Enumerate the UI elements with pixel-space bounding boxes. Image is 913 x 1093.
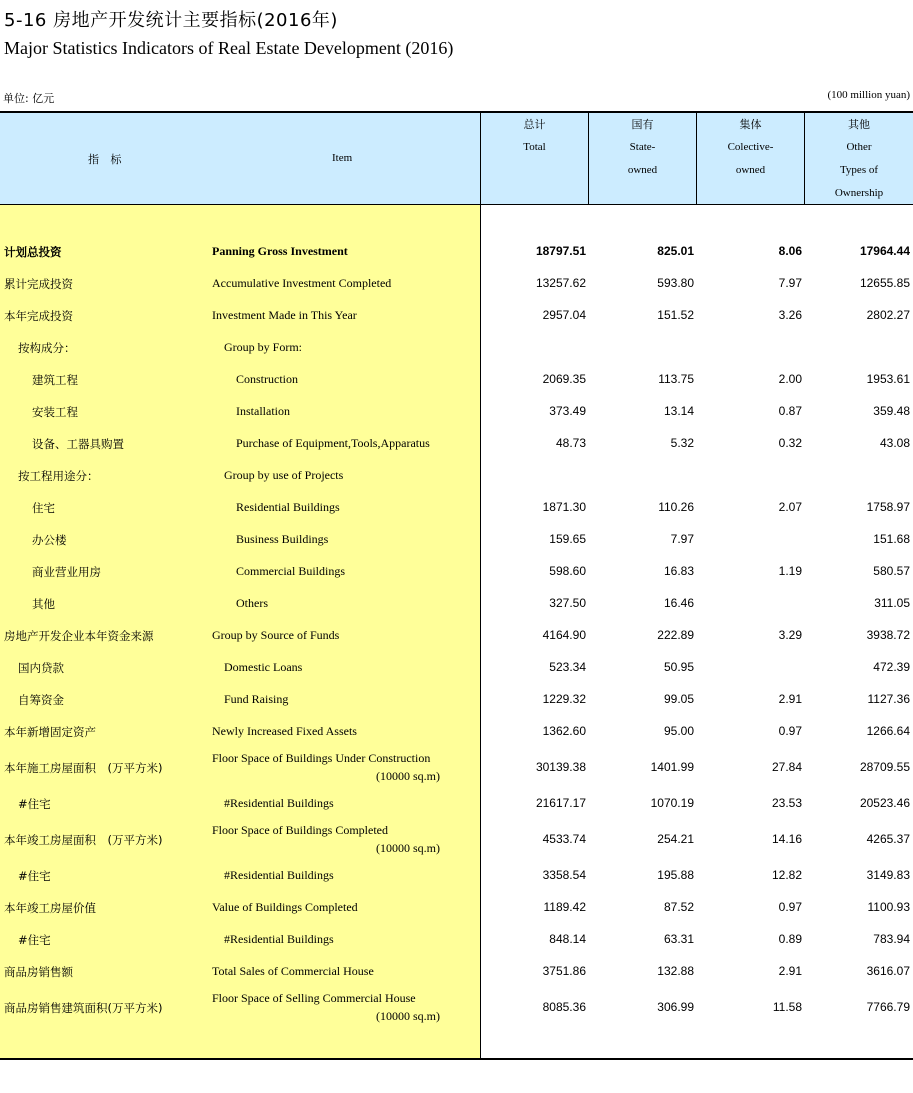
header-total-en: Total [523,141,546,153]
cell-collective-owned: 11.58 [772,1000,802,1014]
cell-collective-owned: 12.82 [771,868,802,882]
cell-total: 48.73 [555,436,586,450]
row-label-en: Newly Increased Fixed Assets [212,724,357,738]
header-state-cn: 国有 [631,118,654,131]
cell-other-ownership: 12655.85 [859,276,910,290]
cell-total: 21617.17 [535,796,586,810]
cell-state-owned: 113.75 [658,372,694,386]
cell-total: 1229.32 [542,692,586,706]
row-label-en: Residential Buildings [236,500,340,514]
cell-total: 159.65 [549,532,586,546]
cell-other-ownership: 580.57 [873,564,910,578]
cell-state-owned: 95.00 [663,724,694,738]
row-label-en: Accumulative Investment Completed [212,276,392,290]
row-label-en: Total Sales of Commercial House [212,964,374,978]
cell-state-owned: 1070.19 [650,796,694,810]
cell-total: 848.14 [549,932,586,946]
row-label-en: Floor Space of Buildings Under Construction [212,751,431,765]
table-bottom-rule [0,1058,913,1060]
cell-collective-owned: 0.89 [778,932,802,946]
cell-state-owned: 254.21 [657,832,694,846]
cell-collective-owned: 2.91 [778,964,802,978]
row-label-en-unit: (10000 sq.m) [376,769,440,783]
row-label-cn: 国内贷款 [18,661,64,675]
row-label-en: Panning Gross Investment [212,244,348,258]
cell-total: 3358.54 [542,868,586,882]
row-label-cn: 商品房销售建筑面积(万平方米) [4,1001,163,1015]
cell-other-ownership: 4265.37 [866,832,910,846]
cell-total: 4533.74 [542,832,586,846]
row-label-cn: 本年完成投资 [4,309,73,323]
cell-collective-owned: 14.16 [771,832,802,846]
cell-other-ownership: 151.68 [873,532,910,546]
column-divider [480,113,481,1058]
cell-other-ownership: 359.48 [873,404,910,418]
statistics-table [0,111,913,1061]
cell-state-owned: 99.05 [663,692,694,706]
row-label-cn: 建筑工程 [32,373,78,387]
cell-collective-owned: 2.00 [778,372,802,386]
cell-state-owned: 132.88 [657,964,694,978]
row-label-cn: 商品房销售额 [4,965,73,979]
cell-other-ownership: 43.08 [879,436,910,450]
cell-state-owned: 593.80 [657,276,694,290]
row-label-en: Purchase of Equipment,Tools,Apparatus [236,436,430,450]
row-label-cn: 房地产开发企业本年资金来源 [4,629,154,643]
cell-total: 598.60 [549,564,586,578]
row-label-en: #Residential Buildings [224,868,334,882]
row-label-cn: 安装工程 [32,405,78,419]
row-label-en: Fund Raising [224,692,289,706]
cell-other-ownership: 3616.07 [866,964,910,978]
header-state-en-2: owned [627,164,658,176]
header-bottom-rule [0,204,913,205]
row-label-en: Commercial Buildings [236,564,345,578]
row-label-cn: #住宅 [18,869,51,883]
row-label-en: Investment Made in This Year [212,308,357,322]
cell-state-owned: 151.52 [657,308,694,322]
row-label-cn: 其他 [32,597,55,611]
row-label-en: Installation [236,404,290,418]
cell-collective-owned: 0.87 [778,404,802,418]
row-label-cn: 计划总投资 [4,245,62,259]
cell-state-owned: 87.52 [663,900,694,914]
cell-total: 8085.36 [542,1000,586,1014]
row-label-cn: 本年施工房屋面积 (万平方米) [4,761,163,775]
row-label-en: Business Buildings [236,532,329,546]
row-label-en: Group by Source of Funds [212,628,340,642]
cell-other-ownership: 1953.61 [866,372,910,386]
header-state-en-1: State- [629,141,656,153]
cell-state-owned: 63.31 [663,932,694,946]
row-label-cn: 办公楼 [32,533,67,547]
cell-total: 1871.30 [542,500,586,514]
header-other-en-3: Ownership [834,187,884,199]
cell-total: 2069.35 [542,372,586,386]
cell-other-ownership: 3938.72 [866,628,910,642]
row-label-en-unit: (10000 sq.m) [376,1009,440,1023]
cell-total: 18797.51 [535,244,586,258]
cell-state-owned: 7.97 [670,532,694,546]
header-state [589,113,696,204]
row-label-en: Floor Space of Buildings Completed [212,823,388,837]
cell-other-ownership: 7766.79 [866,1000,910,1014]
page-title-en: Major Statistics Indicators of Real Estate Development (2016) [4,38,454,58]
cell-collective-owned: 2.07 [778,500,802,514]
row-label-cn: 本年新增固定资产 [4,725,96,739]
unit-label-cn: 单位: 亿元 [3,92,55,105]
row-label-en: Group by Form: [224,340,302,354]
cell-total: 523.34 [549,660,586,674]
header-other-cn: 其他 [848,118,870,131]
row-label-cn: 住宅 [32,501,55,515]
cell-state-owned: 16.83 [663,564,694,578]
cell-total: 2957.04 [542,308,586,322]
cell-other-ownership: 20523.46 [859,796,910,810]
cell-state-owned: 50.95 [663,660,694,674]
cell-state-owned: 306.99 [657,1000,694,1014]
cell-other-ownership: 2802.27 [866,308,910,322]
header-collective [697,113,804,204]
cell-state-owned: 110.26 [658,500,694,514]
header-other-en-2: Types of [839,164,879,176]
row-label-en: #Residential Buildings [224,796,334,810]
header-other-en-1: Other [846,141,872,153]
row-label-en: Value of Buildings Completed [212,900,358,914]
header-collective-cn: 集体 [739,118,762,131]
cell-total: 13257.62 [535,276,586,290]
row-label-en: Construction [236,372,298,386]
cell-collective-owned: 3.26 [778,308,802,322]
unit-label-en: (100 million yuan) [827,89,910,101]
cell-other-ownership: 783.94 [873,932,910,946]
row-label-cn: 累计完成投资 [4,277,73,291]
row-label-en-unit: (10000 sq.m) [376,841,440,855]
cell-collective-owned: 8.06 [778,244,802,258]
cell-total: 327.50 [549,596,586,610]
page-title-cn: 5-16 房地产开发统计主要指标(2016年) [4,10,338,31]
row-label-cn: 本年竣工房屋面积 (万平方米) [4,833,163,847]
cell-collective-owned: 0.97 [778,724,802,738]
cell-state-owned: 5.32 [670,436,694,450]
cell-state-owned: 222.89 [657,628,694,642]
row-label-en: Floor Space of Selling Commercial House [212,991,416,1005]
cell-other-ownership: 1127.36 [867,692,910,706]
row-label-en: Others [236,596,268,610]
row-label-cn: 设备、工器具购置 [32,437,124,451]
header-background-left [0,113,480,204]
header-collective-en-1: Colective- [727,141,774,153]
row-label-en: Group by use of Projects [224,468,344,482]
row-label-cn: 商业营业用房 [32,565,101,579]
header-collective-en-2: owned [735,164,766,176]
header-other [805,113,913,204]
cell-collective-owned: 23.53 [771,796,802,810]
cell-collective-owned: 2.91 [778,692,802,706]
row-label-cn: #住宅 [18,797,51,811]
cell-other-ownership: 472.39 [873,660,910,674]
cell-collective-owned: 0.97 [778,900,802,914]
cell-collective-owned: 0.32 [778,436,802,450]
header-total [481,113,588,204]
cell-total: 1189.42 [543,900,586,914]
row-label-cn: 自筹资金 [18,693,64,707]
row-label-cn: 按工程用途分： [18,469,99,483]
cell-collective-owned: 3.29 [778,628,802,642]
cell-total: 4164.90 [542,628,586,642]
cell-other-ownership: 311.05 [874,596,910,610]
cell-total: 1362.60 [542,724,586,738]
cell-other-ownership: 1758.97 [866,500,910,514]
cell-total: 3751.86 [542,964,586,978]
cell-state-owned: 1401.99 [650,760,694,774]
row-label-cn: 本年竣工房屋价值 [4,901,96,915]
header-indicator-cn: 指 标 [88,153,126,166]
cell-other-ownership: 3149.83 [866,868,910,882]
row-label-cn: 按构成分： [18,341,76,355]
cell-state-owned: 195.88 [657,868,694,882]
cell-state-owned: 825.01 [657,244,694,258]
cell-other-ownership: 1266.64 [866,724,910,738]
header-total-cn: 总计 [523,118,546,131]
cell-total: 373.49 [549,404,586,418]
row-label-en: #Residential Buildings [224,932,334,946]
cell-state-owned: 16.46 [663,596,694,610]
row-label-en: Domestic Loans [224,660,303,674]
cell-collective-owned: 7.97 [778,276,802,290]
header-item-en: Item [332,152,353,164]
cell-state-owned: 13.14 [663,404,694,418]
cell-other-ownership: 28709.55 [859,760,910,774]
cell-other-ownership: 17964.44 [859,244,910,258]
row-label-cn: #住宅 [18,933,51,947]
cell-total: 30139.38 [535,760,586,774]
cell-collective-owned: 27.84 [771,760,802,774]
cell-collective-owned: 1.19 [778,564,802,578]
cell-other-ownership: 1100.93 [867,900,910,914]
